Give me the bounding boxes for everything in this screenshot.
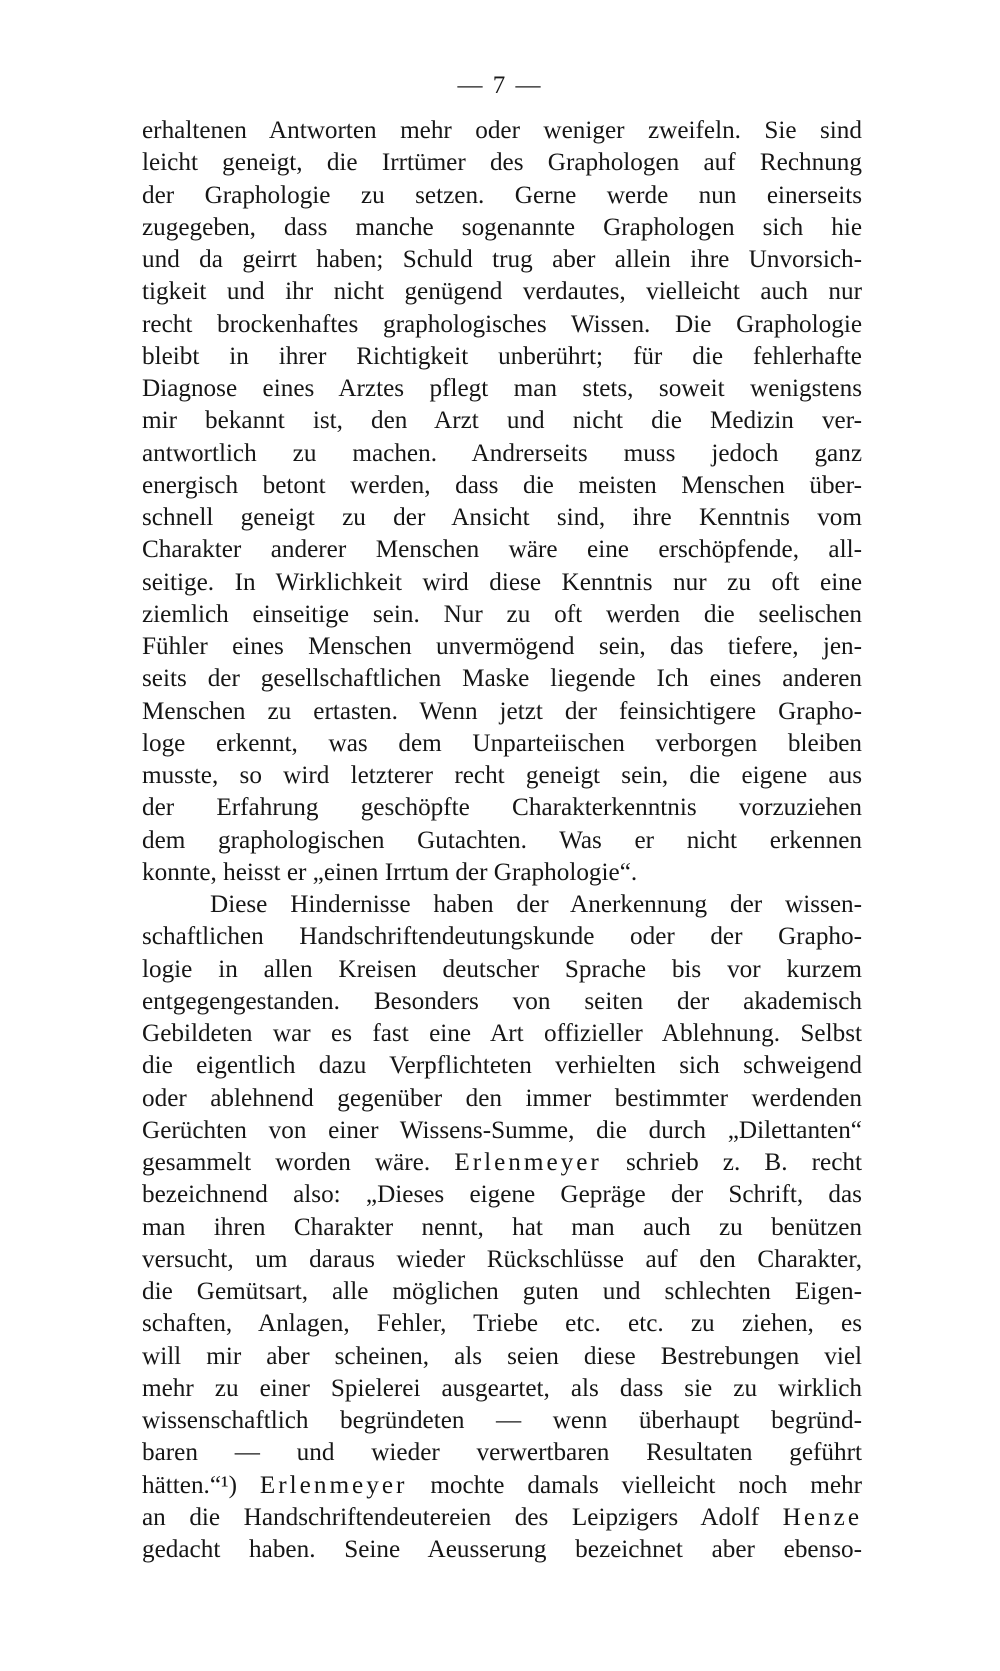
line-start-text: gesammelt worden wäre. xyxy=(142,1149,431,1176)
text-line: schaftlichen Handschriftendeutungskunde oder der Grapho- xyxy=(142,923,862,951)
person-name-henze: Henze xyxy=(782,1503,862,1531)
text-line: logie in allen Kreisen deutscher Sprache bis vor kurzem xyxy=(142,955,862,983)
page-number: — 7 — xyxy=(457,72,543,99)
paragraph-end-line: konnte, heisst er „einen Irrtum der Graphologie“. xyxy=(142,858,638,886)
text-line: erhaltenen Antworten mehr oder weniger zweifeln. Sie sind xyxy=(142,117,862,144)
text-line: mehr zu einer Spielerei ausgeartet, als dass sie zu wirklich xyxy=(142,1374,862,1402)
text-line: will mir aber scheinen, als seien diese Bestrebungen viel xyxy=(142,1342,862,1370)
text-line: seits der gesellschaftlichen Maske liegende Ich eines anderen xyxy=(142,665,862,693)
text-line: die eigentlich dazu Verpflichteten verhielten sich schweigend xyxy=(142,1052,862,1080)
text-line: der Graphologie zu setzen. Gerne werde nun einerseits xyxy=(142,181,862,209)
body-text xyxy=(142,115,862,1566)
text-line: Menschen zu ertasten. Wenn jetzt der feinsichtigere Grapho- xyxy=(142,697,862,725)
text-line: dem graphologischen Gutachten. Was er nicht erkennen xyxy=(142,826,862,854)
text-line: die Gemütsart, alle möglichen guten und schlechten Eigen- xyxy=(142,1278,862,1305)
line-start-text: an die Handschriftendeutereien des Leipzigers Adolf xyxy=(142,1503,760,1531)
text-line: Gebildeten war es fast eine Art offizieller Ablehnung. Selbst xyxy=(142,1020,862,1047)
text-line-with-name xyxy=(142,1470,862,1502)
text-line: mir bekannt ist, den Arzt und nicht die Medizin ver- xyxy=(142,407,862,435)
text-line: der Erfahrung geschöpfte Charakterkenntnis vorzuziehen xyxy=(142,794,862,822)
text-line: oder ablehnend gegenüber den immer bestimmter werdenden xyxy=(142,1084,862,1112)
text-line: man ihren Charakter nennt, hat man auch zu benützen xyxy=(142,1213,862,1241)
author-name-erlenmeyer: Erlenmeyer xyxy=(454,1149,602,1176)
text-line: baren — und wieder verwertbaren Resultaten geführt xyxy=(142,1439,862,1467)
text-line: gedacht haben. Seine Aeusserung bezeichnet aber ebenso- xyxy=(142,1536,862,1563)
text-line: recht brockenhaftes graphologisches Wissen. Die Graphologie xyxy=(142,310,862,338)
text-line: bleibt in ihrer Richtigkeit unberührt; für die fehlerhafte xyxy=(142,342,862,370)
line-end-text: mochte damals vielleicht noch mehr xyxy=(430,1471,862,1499)
text-line: Diagnose eines Arztes pflegt man stets, soweit wenigstens xyxy=(142,375,862,402)
text-line: ziemlich einseitige sein. Nur zu oft werden die seelischen xyxy=(142,600,862,628)
line-start-text: hätten.“¹) xyxy=(142,1471,237,1499)
text-line: antwortlich zu machen. Andrerseits muss jedoch ganz xyxy=(142,439,862,467)
text-line: schaften, Anlagen, Fehler, Triebe etc. etc. zu ziehen, es xyxy=(142,1310,862,1338)
text-line: entgegengestanden. Besonders von seiten der akademisch xyxy=(142,987,862,1015)
author-name-erlenmeyer: Erlenmeyer xyxy=(259,1471,408,1499)
text-line: musste, so wird letzterer recht geneigt sein, die eigene aus xyxy=(142,762,862,789)
text-line: leicht geneigt, die Irrtümer des Graphologen auf Rechnung xyxy=(142,149,862,177)
text-line: schnell geneigt zu der Ansicht sind, ihre Kenntnis vom xyxy=(142,504,862,531)
text-line: seitige. In Wirklichkeit wird diese Kenntnis nur zu oft eine xyxy=(142,568,862,596)
text-line: versucht, um daraus wieder Rückschlüsse auf den Charakter, xyxy=(142,1245,862,1273)
text-line: wissenschaftlich begründeten — wenn überhaupt begründ- xyxy=(142,1407,862,1434)
text-line-with-name xyxy=(142,1147,862,1179)
paragraph-start-line: Diese Hindernisse haben der Anerkennung der wissen- xyxy=(210,891,862,918)
line-end-text: schrieb z. B. recht xyxy=(625,1149,862,1176)
text-line: und da geirrt haben; Schuld trug aber allein ihre Unvorsich- xyxy=(142,246,862,273)
text-line: Gerüchten von einer Wissens-Summe, die durch „Dilettanten“ xyxy=(142,1116,862,1144)
text-line: Fühler eines Menschen unvermögend sein, das tiefere, jen- xyxy=(142,633,862,660)
text-line-with-name xyxy=(142,1502,862,1534)
text-line: bezeichnend also: „Dieses eigene Gepräge der Schrift, das xyxy=(142,1181,862,1209)
text-line: zugegeben, dass manche sogenannte Graphologen sich hie xyxy=(142,213,862,241)
text-line: energisch betont werden, dass die meisten Menschen über- xyxy=(142,471,862,499)
text-line: loge erkennt, was dem Unparteiischen verborgen bleiben xyxy=(142,729,862,757)
text-line: tigkeit und ihr nicht genügend verdautes, vielleicht auch nur xyxy=(142,278,862,306)
text-line: Charakter anderer Menschen wäre eine erschöpfende, all- xyxy=(142,536,862,564)
